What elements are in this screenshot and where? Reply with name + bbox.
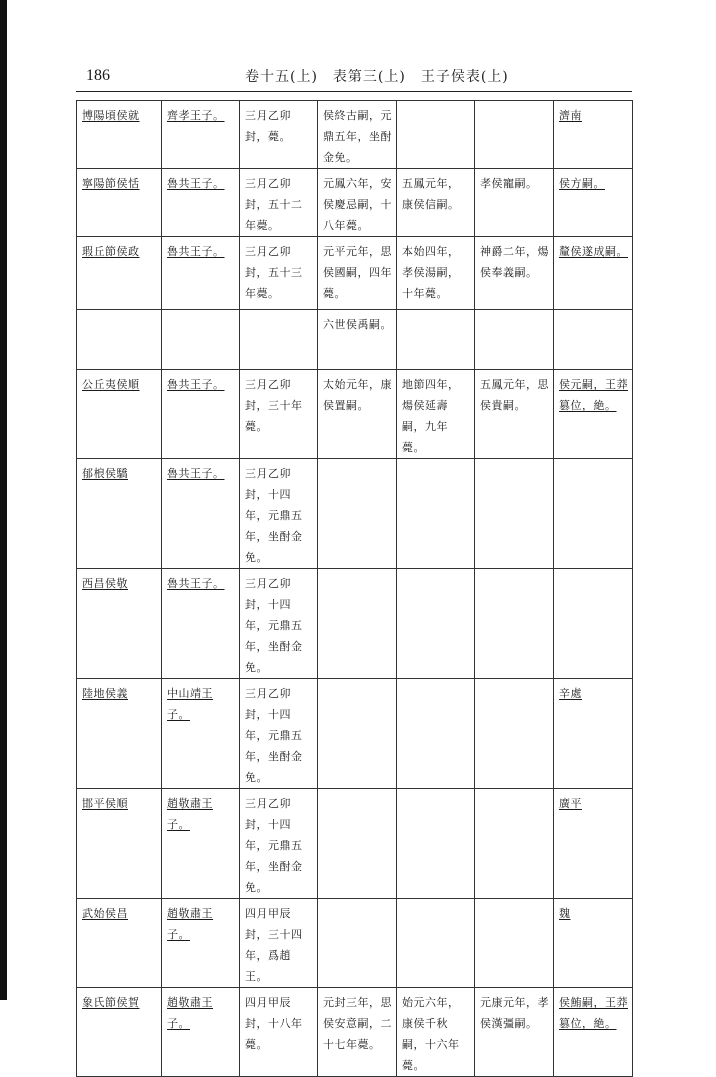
table-cell (77, 169, 162, 237)
cell-text: 邯平侯順 (82, 797, 128, 810)
table-cell (240, 899, 318, 988)
cell-text: 本始四年，孝侯湯嗣，十年薨。 (402, 245, 460, 300)
table-cell (162, 459, 240, 569)
cell-text: 武始侯昌 (82, 907, 128, 920)
table-cell (554, 459, 633, 569)
table-cell (162, 569, 240, 679)
cell-text: 趙敬肅王子。 (167, 996, 213, 1030)
table-cell (397, 988, 475, 1077)
cell-text: 元鳳六年，安侯慶忌嗣，十八年薨。 (323, 177, 392, 232)
cell-text: 三月乙卯封，薨。 (245, 109, 291, 143)
table-cell (162, 101, 240, 169)
table-cell (162, 899, 240, 988)
table-cell (397, 789, 475, 899)
table-cell (77, 789, 162, 899)
table-cell (240, 988, 318, 1077)
cell-text: 侯方嗣。 (559, 177, 605, 190)
cell-text: 陸地侯義 (82, 687, 128, 700)
table-cell (475, 370, 554, 459)
cell-text: 四月甲辰封，十八年薨。 (245, 996, 303, 1051)
table-cell (554, 789, 633, 899)
table-cell (554, 569, 633, 679)
table-cell (318, 169, 397, 237)
table-cell (77, 101, 162, 169)
cell-text: 始元六年，康侯千秋嗣，十六年薨。 (402, 996, 460, 1072)
cell-text: 元封三年，思侯安意嗣，二十七年薨。 (323, 996, 392, 1051)
table-cell (162, 237, 240, 310)
cell-text: 侯終古嗣，元鼎五年，坐酎金免。 (323, 109, 392, 164)
table-cell (554, 679, 633, 789)
table-cell (240, 569, 318, 679)
cell-text: 三月乙卯封，十四年，元鼎五年，坐酎金免。 (245, 577, 303, 674)
cell-text: 孝侯寵嗣。 (480, 177, 538, 190)
cell-text: 三月乙卯封，三十年薨。 (245, 378, 303, 433)
table-row (77, 988, 633, 1077)
cell-text: 公丘夷侯順 (82, 378, 140, 391)
cell-text: 趙敬肅王子。 (167, 797, 213, 831)
table-cell (240, 169, 318, 237)
table-row (77, 459, 633, 569)
table-cell (397, 237, 475, 310)
cell-text: 趙敬肅王子。 (167, 907, 213, 941)
table-row (77, 101, 633, 169)
table-cell (318, 569, 397, 679)
table-cell (318, 370, 397, 459)
table-row (77, 679, 633, 789)
table-cell (318, 679, 397, 789)
table-body (77, 101, 633, 1077)
cell-text: 三月乙卯封，十四年，元鼎五年，坐酎金免。 (245, 467, 303, 564)
cell-text: 瑕丘節侯政 (82, 245, 140, 258)
table-cell (77, 899, 162, 988)
table-cell (77, 237, 162, 310)
cell-text: 魯共王子。 (167, 177, 225, 190)
cell-text: 三月乙卯封，五十二年薨。 (245, 177, 303, 232)
table-cell (475, 237, 554, 310)
cell-text: 四月甲辰封，三十四年，爲趙王。 (245, 907, 303, 983)
table-cell (162, 679, 240, 789)
cell-text: 中山靖王子。 (167, 687, 213, 721)
cell-text: 六世侯禹嗣。 (323, 318, 392, 331)
table-cell (240, 237, 318, 310)
table-cell (475, 988, 554, 1077)
table-cell (475, 789, 554, 899)
table-row (77, 310, 633, 370)
table-row (77, 569, 633, 679)
table-cell (77, 370, 162, 459)
table-cell (240, 310, 318, 370)
cell-text: 辛處 (559, 687, 582, 700)
table-cell (77, 459, 162, 569)
table-row (77, 899, 633, 988)
table-cell (397, 370, 475, 459)
table-cell (318, 101, 397, 169)
table-cell (554, 237, 633, 310)
table-cell (162, 310, 240, 370)
cell-text: 濟南 (559, 109, 582, 122)
table-cell (475, 899, 554, 988)
table-cell (318, 237, 397, 310)
header-rule (76, 91, 632, 92)
cell-text: 廣平 (559, 797, 582, 810)
cell-text: 地節四年，煬侯延壽嗣，九年薨。 (402, 378, 460, 454)
page-number: 186 (86, 67, 110, 84)
table-cell (397, 101, 475, 169)
table-cell (554, 169, 633, 237)
table-cell (240, 679, 318, 789)
table-cell (397, 899, 475, 988)
table-cell (397, 679, 475, 789)
table-cell (554, 310, 633, 370)
cell-text: 象氏節侯賀 (82, 996, 140, 1009)
genealogy-table (76, 100, 633, 1077)
table-cell (397, 169, 475, 237)
table-cell (240, 101, 318, 169)
table-cell (162, 789, 240, 899)
table-cell (77, 310, 162, 370)
table-cell (554, 899, 633, 988)
table-cell (554, 988, 633, 1077)
scan-edge-bar (0, 0, 7, 1000)
table-cell (475, 101, 554, 169)
table-cell (554, 101, 633, 169)
table-row (77, 370, 633, 459)
table-cell (475, 569, 554, 679)
cell-text: 魏 (559, 907, 571, 920)
table-cell (475, 169, 554, 237)
table-cell (77, 679, 162, 789)
table-cell (318, 899, 397, 988)
cell-text: 元康元年，孝侯漢彊嗣。 (480, 996, 549, 1030)
table-row (77, 237, 633, 310)
cell-text: 魯共王子。 (167, 378, 225, 391)
table-cell (397, 459, 475, 569)
table-cell (240, 459, 318, 569)
table-cell (397, 569, 475, 679)
running-title: 卷十五(上) 表第三(上) 王子侯表(上) (245, 69, 509, 85)
cell-text: 五鳳元年，康侯信嗣。 (402, 177, 460, 211)
table-cell (77, 569, 162, 679)
table-row (77, 789, 633, 899)
cell-text: 三月乙卯封，十四年，元鼎五年，坐酎金免。 (245, 797, 303, 894)
table-cell (318, 789, 397, 899)
table-cell (475, 459, 554, 569)
cell-text: 博陽頃侯就 (82, 109, 140, 122)
cell-text: 三月乙卯封，五十三年薨。 (245, 245, 303, 300)
table-cell (162, 370, 240, 459)
cell-text: 侯元嗣，王莽篡位，絶。 (559, 378, 628, 412)
cell-text: 元平元年，思侯國嗣，四年薨。 (323, 245, 392, 300)
table-cell (475, 310, 554, 370)
cell-text: 釐侯遂成嗣。 (559, 245, 628, 258)
cell-text: 齊孝王子。 (167, 109, 225, 122)
table-cell (318, 310, 397, 370)
cell-text: 魯共王子。 (167, 245, 225, 258)
table-cell (162, 169, 240, 237)
table-cell (318, 459, 397, 569)
table-cell (162, 988, 240, 1077)
table-cell (475, 679, 554, 789)
table-cell (554, 370, 633, 459)
cell-text: 侯鮪嗣，王莽篡位，絶。 (559, 996, 628, 1030)
table-cell (77, 988, 162, 1077)
table-cell (240, 789, 318, 899)
table-row (77, 169, 633, 237)
table-cell (240, 370, 318, 459)
table-cell (397, 310, 475, 370)
cell-text: 五鳳元年，思侯貴嗣。 (480, 378, 549, 412)
cell-text: 魯共王子。 (167, 467, 225, 480)
cell-text: 神爵二年，煬侯奉義嗣。 (480, 245, 549, 279)
cell-text: 郁桹侯驕 (82, 467, 128, 480)
table-cell (318, 988, 397, 1077)
cell-text: 魯共王子。 (167, 577, 225, 590)
cell-text: 寧陽節侯恬 (82, 177, 140, 190)
cell-text: 西昌侯敬 (82, 577, 128, 590)
cell-text: 太始元年，康侯置嗣。 (323, 378, 392, 412)
cell-text: 三月乙卯封，十四年，元鼎五年，坐酎金免。 (245, 687, 303, 784)
